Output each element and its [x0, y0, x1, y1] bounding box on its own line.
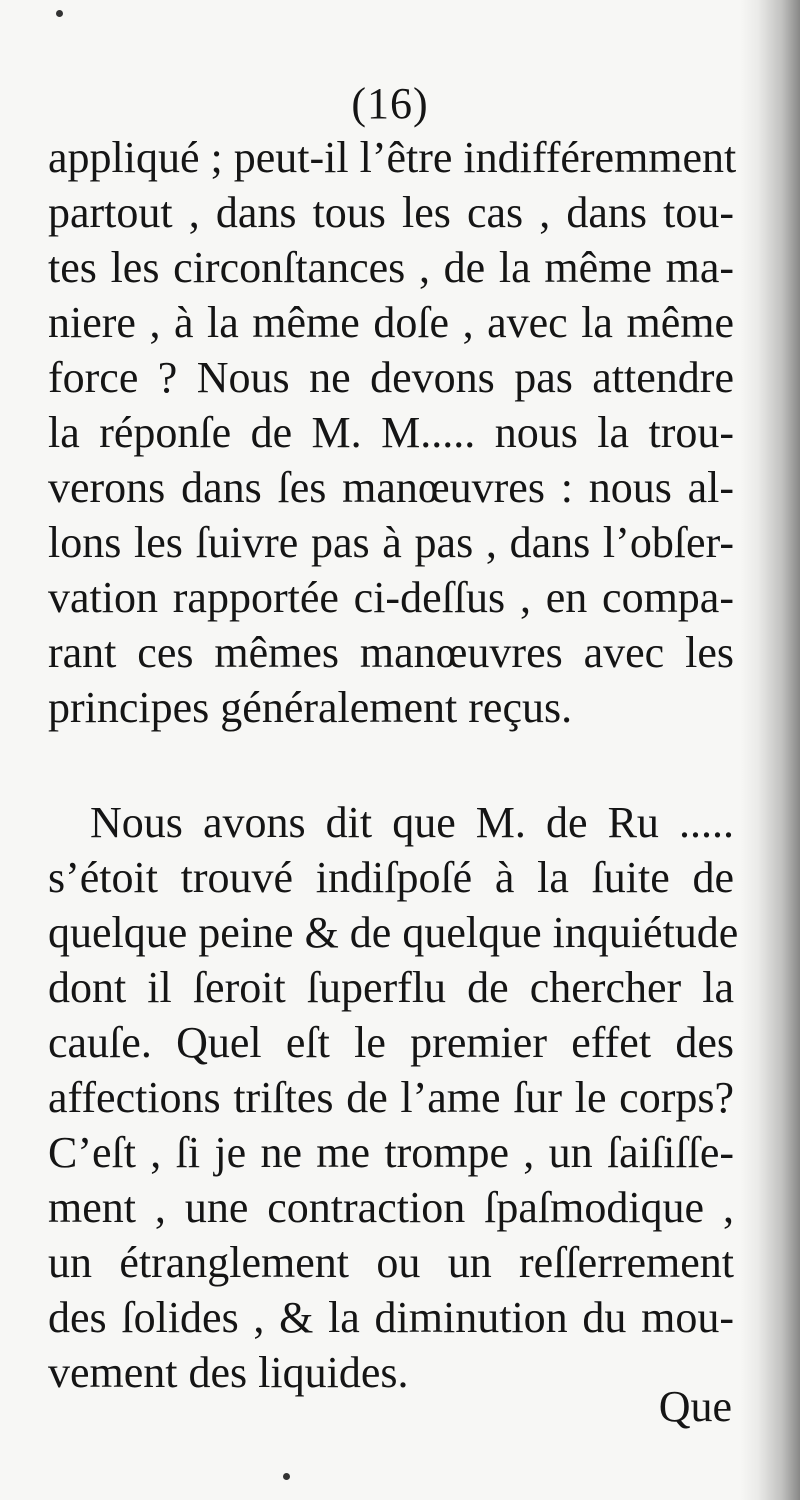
- text-line: Nous avons dit que M. de Ru .....: [90, 798, 734, 847]
- text-line: vement des liquides.: [48, 1348, 409, 1397]
- text-line: des ſolides , & la diminution du mou-: [48, 1293, 734, 1342]
- text-line: affections triſtes de l’ame ſur le corps?: [48, 1073, 734, 1122]
- text-line: un étranglement ou un reſſerrement: [48, 1238, 734, 1287]
- text-line: s’étoit trouvé indiſpoſé à la ſuite de: [48, 853, 734, 902]
- text-line: appliqué ; peut-il l’être indifféremment: [48, 133, 737, 182]
- text-line: lons les ſuivre pas à pas , dans l’obſer-: [48, 518, 734, 567]
- text-line: partout , dans tous les cas , dans tou-: [48, 188, 734, 237]
- text-line: la réponſe de M. M..... nous la trou-: [48, 408, 734, 457]
- text-line: dont il ſeroit ſuperflu de chercher la: [48, 963, 734, 1012]
- text-line: principes généralement reçus.: [48, 683, 573, 732]
- ink-speck: [283, 1473, 290, 1480]
- ink-speck: [56, 10, 63, 17]
- text-line: quelque peine & de quelque inquiétude: [48, 908, 739, 957]
- catchword: Que: [658, 1382, 732, 1431]
- text-line: verons dans ſes manœuvres : nous al-: [48, 463, 734, 512]
- text-line: force ? Nous ne devons pas attendre: [48, 353, 734, 402]
- text-line: niere , à la même doſe , avec la même: [48, 298, 734, 347]
- text-line: C’eſt , ſi je ne me trompe , un ſaiſiſſe-: [48, 1128, 734, 1177]
- page-number: (16): [351, 79, 429, 128]
- text-line: ment , une contraction ſpaſmodique ,: [48, 1183, 734, 1232]
- text-line: vation rapportée ci-deſſus , en compa-: [48, 573, 734, 622]
- text-line: tes les circonſtances , de la même ma-: [48, 243, 734, 292]
- binding-shadow: [740, 0, 800, 1500]
- text-line: cauſe. Quel eſt le premier effet des: [48, 1018, 734, 1067]
- text-line: rant ces mêmes manœuvres avec les: [48, 628, 734, 677]
